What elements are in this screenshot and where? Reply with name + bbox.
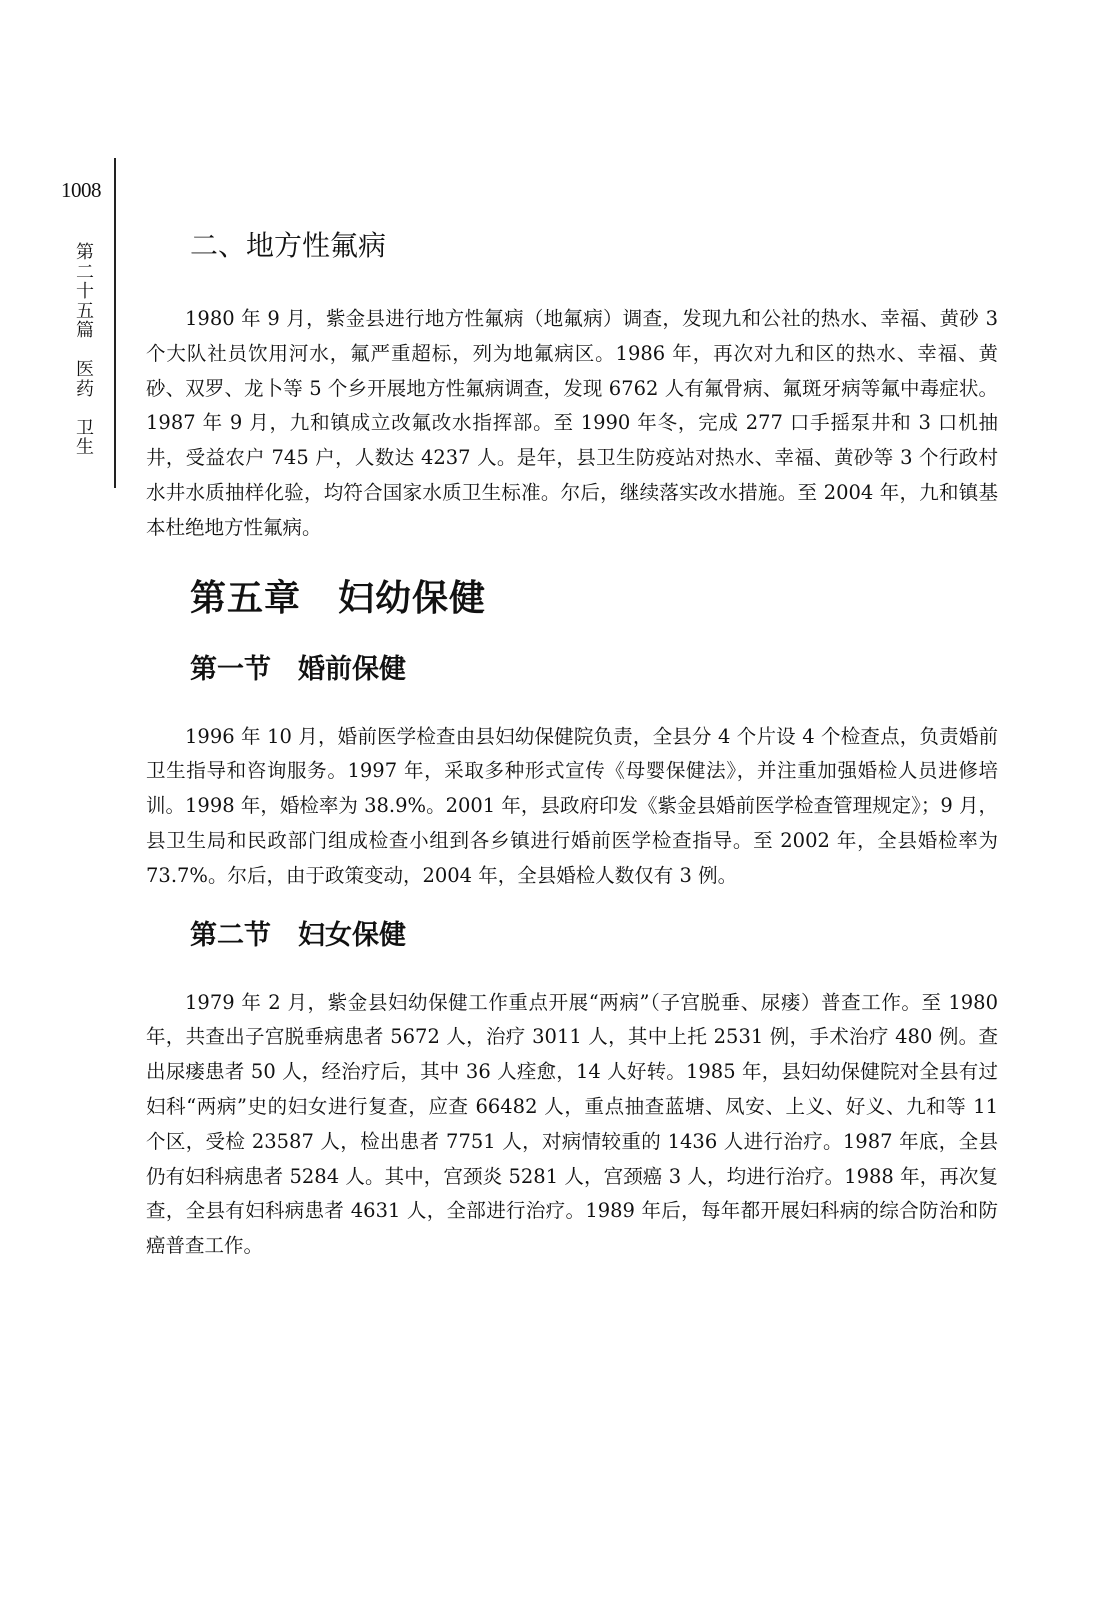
section-title-premarital: 第一节 婚前保健 (190, 653, 406, 685)
chapter-title: 第五章 妇幼保健 (190, 576, 487, 619)
paragraph-fluorosis: 1980 年 9 月，紫金县进行地方性氟病（地氟病）调查，发现九和公社的热水、幸福、黄砂 3 个大队社员饮用河水，氟严重超标，列为地氟病区。1986 年，再次对九和区的热水、幸福、黄砂、双罗、龙卜等 5 个乡开展地方性氟病调查，发现 6762 人有氟骨病、氟斑牙病等氟中毒症状。1987 年 9 月，九和镇成立改氟改水指挥部。至 1990 年冬，完成 277 口手摇泵井和 3 口机抽井，受益农户 745 户，人数达 4237 人。是年，县卫生防疫站对热水、幸福、黄砂等 3 个行政村水井水质抽样化验，均符合国家水质卫生标准。尔后，继续落实改水措施。至 2004 年，九和镇基本杜绝地方性氟病。 (146, 307, 998, 539)
section-title-fluorosis: 二、地方性氟病 (190, 229, 387, 262)
section-title-women: 第二节 妇女保健 (190, 919, 406, 951)
paragraph-women: 1979 年 2 月，紫金县妇幼保健工作重点开展“两病”（子宫脱垂、尿瘘）普查工作。至 1980 年，共查出子宫脱垂病患者 5672 人，治疗 3011 人，其中上托 2531 例，手术治疗 480 例。查出尿瘘患者 50 人，经治疗后，其中 36 人痊愈，14 人好转。1985 年，县妇幼保健院对全县有过妇科“两病”史的妇女进行复查，应查 66482 人，重点抽查蓝塘、凤安、上义、好义、九和等 11 个区，受检 23587 人，检出患者 7751 人，对病情较重的 1436 人进行治疗。1987 年底，全县仍有妇科病患者 5284 人。其中，宫颈炎 5281 人，宫颈癌 3 人，均进行治疗。1988 年，再次复查，全县有妇科病患者 4631 人，全部进行治疗。1989 年后，每年都开展妇科病的综合防治和防癌普查工作。 (146, 990, 998, 1258)
margin-rule (114, 158, 116, 488)
paragraph-premarital: 1996 年 10 月，婚前医学检查由县妇幼保健院负责，全县分 4 个片设 4 个检查点，负责婚前卫生指导和咨询服务。1997 年，采取多种形式宣传《母婴保健法》，并注重加强婚检人员进修培训。1998 年，婚检率为 38.9%。2001 年，县政府印发《紫金县婚前医学检查管理规定》；9 月，县卫生局和民政部门组成检查小组到各乡镇进行婚前医学检查指导。至 2002 年，全县婚检率为 73.7%。尔后，由于政策变动，2004 年，全县婚检人数仅有 3 例。 (146, 724, 998, 887)
page-body (146, 222, 998, 1284)
page-number: 1008 (61, 178, 101, 202)
side-part-label: 第 二 十 五 篇 医 药 卫 生 (76, 242, 94, 458)
